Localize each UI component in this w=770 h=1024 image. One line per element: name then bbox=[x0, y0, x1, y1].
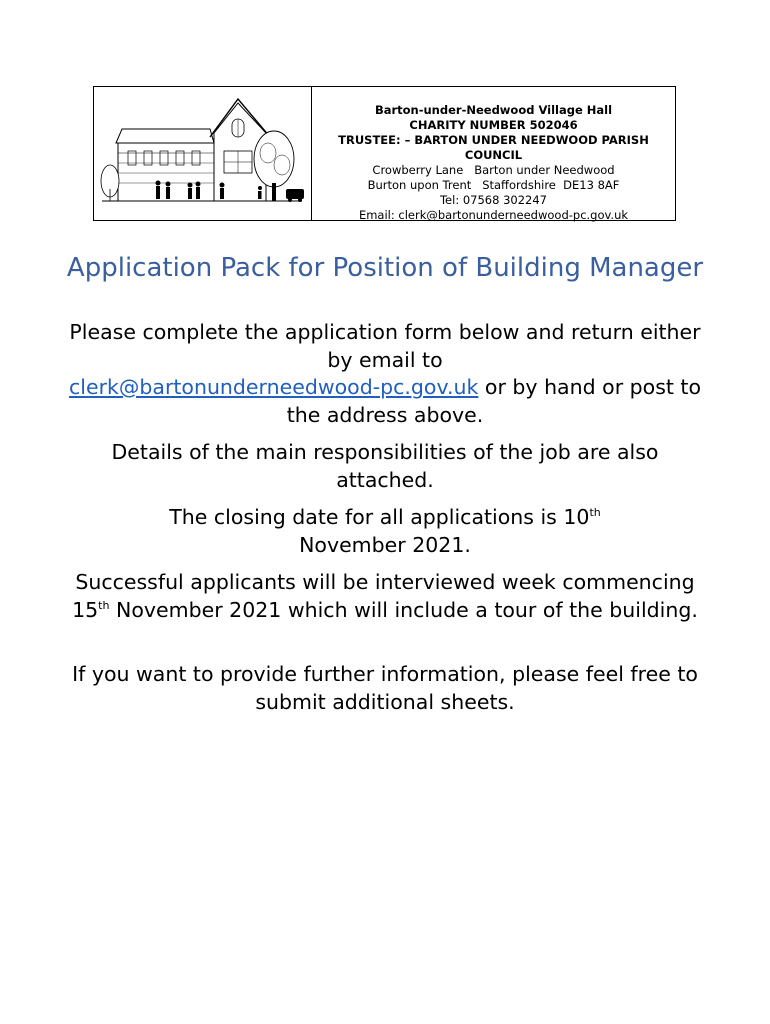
closing-date-paragraph bbox=[60, 504, 710, 559]
org-name: Barton-under-Needwood Village Hall bbox=[374, 103, 613, 117]
instructions-text-end: or by hand or post to the address above. bbox=[286, 375, 702, 427]
charity-number: CHARITY NUMBER 502046 bbox=[409, 118, 578, 132]
interview-text-start: Successful applicants will be interviewed week commencing 15 bbox=[72, 570, 695, 622]
letterhead bbox=[93, 86, 676, 221]
instructions-paragraph bbox=[60, 319, 710, 429]
page-title: Application Pack for Position of Building Manager bbox=[66, 253, 704, 283]
address-line-1: Crowberry Lane Barton under Needwood bbox=[372, 163, 615, 177]
email-address: Email: clerk@bartonunderneedwood-pc.gov.uk bbox=[358, 208, 629, 222]
letterhead-text bbox=[312, 87, 675, 220]
closing-date-text-end: November 2021. bbox=[299, 532, 471, 557]
closing-date-text-start: The closing date for all applications is 10 bbox=[169, 505, 590, 529]
trustee-line-1: TRUSTEE: – BARTON UNDER NEEDWOOD PARISH bbox=[338, 133, 649, 147]
address-line-2: Burton upon Trent Staffordshire DE13 8AF bbox=[367, 178, 620, 192]
interview-paragraph bbox=[60, 569, 710, 624]
village-hall-sketch-icon bbox=[94, 87, 312, 220]
closing-date-ordinal: th bbox=[589, 506, 601, 519]
interview-text-end: November 2021 which will include a tour of the building. bbox=[116, 597, 698, 622]
clerk-email-link[interactable]: clerk@bartonunderneedwood-pc.gov.uk bbox=[68, 375, 479, 399]
interview-date-ordinal: th bbox=[98, 598, 110, 612]
instructions-text-start: Please complete the application form below and return either by email to bbox=[69, 320, 701, 372]
further-info-paragraph: If you want to provide further information, please feel free to submit additional sheets. bbox=[72, 662, 698, 714]
trustee-line-2: COUNCIL bbox=[464, 148, 523, 162]
responsibilities-paragraph: Details of the main responsibilities of the job are also attached. bbox=[111, 440, 659, 492]
telephone: Tel: 07568 302247 bbox=[439, 193, 547, 207]
